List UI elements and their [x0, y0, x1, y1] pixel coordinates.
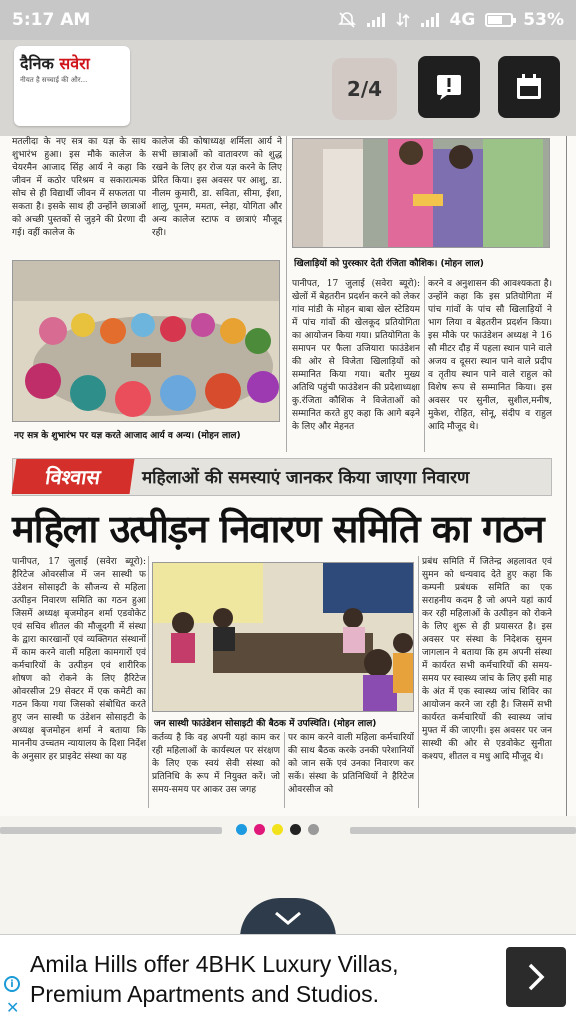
article3-col4: प्रबंध समिति में जितेन्द्र अहलावत एवं सुमन को धन्यवाद देते हुए कहा कि कम्पनी प्रबंधक समिति का एक सराहनीय कदम है जो अपने यहां कार्य कर रही महिलाओं के उत्पीड़न को रोकने के लिए शुरू से ही प्रयासरत है। इस अवसर पर संस्था के निदेशक सुमन जागलान ने बताया कि हम अपनी संस्था में कार्यरत सभी कर्मचारियों की समय-समय पर स्वास्थ्य जांच के लिए इसी माह के अंत में एक स्वास्थ्य जांच शिविर का आयोजन करने जा रही है। जिसमें सभी कार्यरत कर्मचारियों की स्वास्थ्य जांच मुफ्त में की जाएगी। इस अवसर पर जन सास्थी की ओर से एडवोकेट सुनीता कश्यप, शीतल व मधु आदि मौजूद थे।: [422, 557, 552, 762]
article3-badge: विश्वास: [12, 459, 135, 494]
ad-line-2: Premium Apartments and Studios.: [30, 981, 379, 1007]
mute-icon: [338, 11, 356, 29]
article1-photo[interactable]: [12, 260, 280, 422]
logo-name-1: दैनिक: [20, 54, 54, 73]
article1-col1: मतलीदा के नए सत्र का यज्ञ के साथ शुभारंभ हुआ। इस मौके कालेज के चेयरमैन आजाद सिंह आर्य ने कहा कि जीवन में कठोर परिश्रम व सकारात्मक सोच से ही विद्यार्थी जीवन में सफलता पा सकता है। इसके साथ ही उन्होंने छात्राओं को अच्छी पुस्तकों से जुड़ने की प्रेरणा दी गई। वहीं कालेज के: [12, 137, 146, 238]
page-dot[interactable]: [272, 824, 283, 835]
chevron-down-icon: [273, 909, 303, 927]
article3-col2: कर्तव्य है कि वह अपनी यहां काम कर रही महिलाओं के कार्यस्थल पर संरक्षण के लिए एक स्वयं सेवी संस्था को प्रतिनिधि के रूप में नियुक्त करें। जो समय-समय पर आकर उस जगह: [152, 733, 280, 795]
ad-line-1: Amila Hills offer 4BHK Luxury Villas,: [30, 951, 399, 977]
status-bar: [0, 0, 576, 40]
page-indicator[interactable]: 2/4: [332, 58, 397, 120]
article1-col2: कालेज की कोषाध्यक्ष शर्मिला आर्य ने सभी छात्राओं को वातावरण को शुद्ध रखने के लिए हर रोज यज्ञ करने के लिए प्रेरित किया। इस अवसर पर आशु, डा. नीलम कुमारी, डा. सविता, सीमा, ईशा, शालु, पूनम, ममता, स्नेहा, योगिता और अन्य कालेज स्टाफ व छात्राएं मौजूद रही।: [152, 137, 282, 238]
expand-ad-button[interactable]: [240, 898, 336, 938]
page-dots: [236, 824, 319, 835]
column-divider: [424, 276, 425, 452]
page-dot[interactable]: [236, 824, 247, 835]
article3-col1: पानीपत, 17 जुलाई (सवेरा ब्यूरो): हैरिटेज ओवरसीज में जन सास्थी फ उंडेशन सोसाइटी के सौजन्य से महिला उत्पीड़न निवारण समिति का गठन हुआ जिसमें अध्यक्ष बृजमोहन शर्मा एडवोकेट एवं सचिव शीतल की मौजूदगी में संस्था के द्वारा कारखानों एवं व्यक्तिगत संस्थानों में काम करने वाली महिला कामगारों एवं कर्मचारियों के उत्पीड़न एवं शारीरिक शोषण को रोकने के लिए हैरिटेज ओवरसीज 29 सेक्टर में एक कमेटी का गठन किया गया जिसको संबोधित करते हुए जन सास्थी फ उंडेशन सोसाइटी के अध्यक्ष बृजमोहन शर्मा ने बताया कि माननीय उच्चतम न्यायालय के दिशा निर्देश के अनुसार हर प्राइवेट संस्था का यह: [12, 557, 146, 762]
article3-col3: पर काम करने वाली महिला कर्मचारियों की साथ बैठक करके उनकी परेशानियों को जान सकें एवं उनका निवारण कर सकें। संस्था के प्रतिनिधियों ने हैरिटेज ओवरसीज को: [288, 733, 414, 795]
scroll-track-left: [0, 827, 222, 834]
calendar-button[interactable]: [498, 56, 560, 118]
article2-col2: करने व अनुशासन की आवश्यकता है। उन्होंने कहा कि इस प्रतियोगिता में पांच गांवों के पांच सौ खिलाड़ियों ने भाग लिया व बेहतरीन प्रदर्शन किया। इस मौके पर फाउंडेशन अध्यक्ष ने 16 सौ मीटर दौड़ में पहला स्थान पाने वाले अजय व दूसरा स्थान पाने वाले प्रदीप व तृतीय स्थान पाने वाले राहुल को विशेष रूप से सम्मानित किया। इस अवसर पर सुनील, सुशील,मनीष, मुकेश, रोहित, सोनू, संदीप व राहुल आदि मौजूद थे।: [428, 279, 552, 432]
yajna-scene-image: [13, 261, 280, 422]
app-logo[interactable]: [14, 46, 130, 126]
column-divider: [148, 556, 149, 808]
article3-photo[interactable]: [152, 562, 414, 712]
calendar-icon: [514, 72, 544, 102]
battery-level: 53%: [523, 10, 564, 30]
ad-open-button[interactable]: [506, 947, 566, 1007]
network-type: 4G: [449, 10, 476, 30]
chevron-right-icon: [524, 961, 548, 993]
article3-caption: जन सास्थी फाउंडेशन सोसाइटी की बैठक में उपस्थिति। (मोहन लाल): [154, 719, 377, 729]
page-dot[interactable]: [254, 824, 265, 835]
award-scene-image: [293, 139, 550, 248]
logo-name-2: सवेरा: [59, 54, 90, 73]
battery-icon: [485, 13, 513, 27]
meeting-scene-image: [153, 563, 414, 712]
article3-headline: महिला उत्पीड़न निवारण समिति का गठन: [12, 507, 544, 551]
page-dot[interactable]: [308, 824, 319, 835]
article2-photo[interactable]: [292, 138, 550, 248]
ad-banner[interactable]: [0, 934, 576, 1024]
article2-caption: खिलाड़ियों को पुरस्कार देती रंजिता कौशिक। (मोहन लाल): [294, 259, 484, 269]
column-divider: [418, 556, 419, 808]
column-divider: [284, 732, 285, 808]
alert-icon: [434, 72, 464, 102]
data-transfer-icon: [396, 12, 410, 28]
page-dot[interactable]: [290, 824, 301, 835]
status-time: 5:17 AM: [12, 10, 91, 30]
page-edge: [566, 136, 567, 816]
signal-icon: [366, 12, 386, 28]
info-icon[interactable]: i: [4, 976, 20, 992]
alert-button[interactable]: [418, 56, 480, 118]
scroll-track-right: [350, 827, 576, 834]
close-icon[interactable]: ✕: [6, 998, 20, 1017]
article1-caption: नए सत्र के शुभारंभ पर यज्ञ करते आजाद आर्य व अन्य। (मोहन लाल): [14, 431, 241, 441]
column-divider: [286, 136, 287, 452]
article3-subheadline: महिलाओं की समस्याएं जानकर किया जाएगा निवारण: [142, 468, 470, 488]
article2-col1: पानीपत, 17 जुलाई (सवेरा ब्यूरो): खेलों में बेहतरीन प्रदर्शन करने को लेकर गांव मांडी के मोहन बाबा खेल स्टेडियम में पांच गांवों की खेलकूद प्रतियोगिता का आयोजन किया गया। प्रतियोगिता के समापन पर फैला उजियारा फाउंडेशन की ओर से विजेता खिलाड़ियों को सम्मानित किया गया। बतौर मुख्य अतिथि पहुंची फाउंडेशन की प्रदेशाध्यक्षा कु.रंजिता कौशिक ने विजेताओं को सम्मानित करते हुए कहा कि आगे बढ़ने के लिए और मेहनत: [292, 279, 420, 432]
signal-icon-2: [420, 12, 440, 28]
logo-tagline: नीयत है सच्चाई की और...: [20, 76, 88, 84]
